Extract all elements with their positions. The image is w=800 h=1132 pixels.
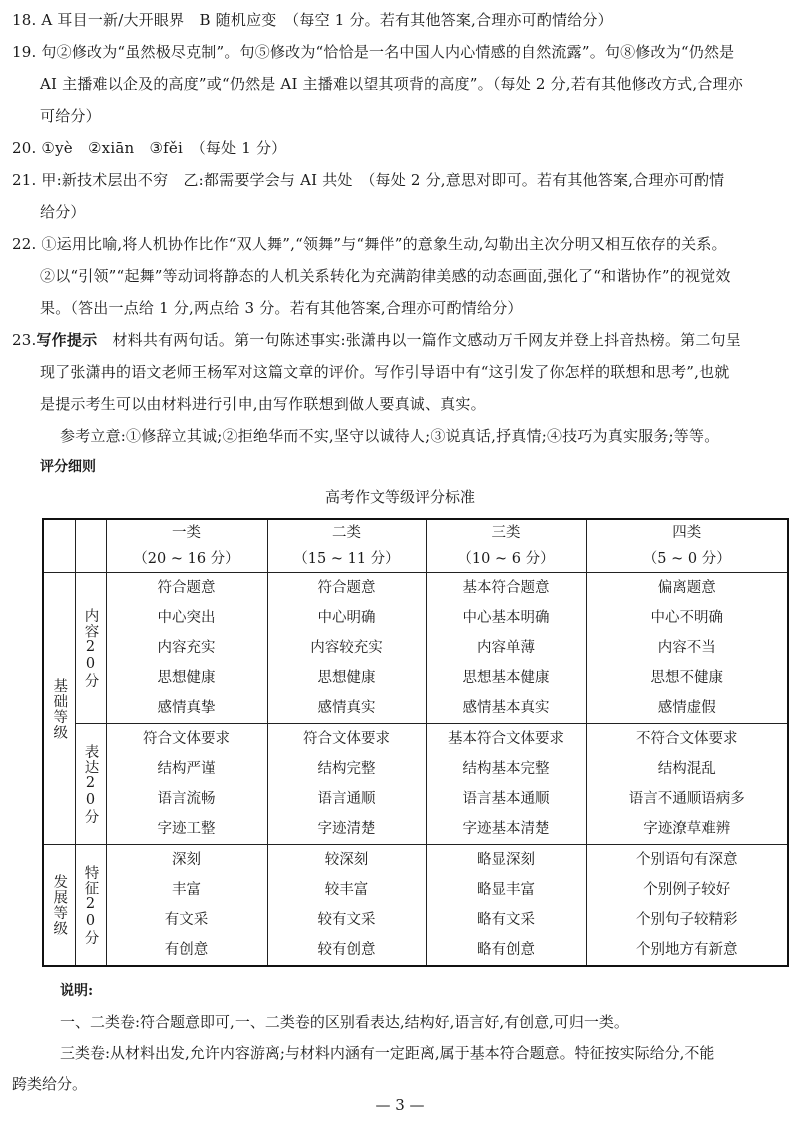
writing-tip-label: 写作提示 <box>36 331 98 349</box>
table-title: 高考作文等级评分标准 <box>324 488 475 506</box>
criterion: 略有创意 <box>477 942 535 958</box>
group-label-cell <box>43 845 75 967</box>
column-range: （5 ~ 0 分） <box>642 551 731 567</box>
criterion: 思想健康 <box>317 670 376 686</box>
column-range: （20 ~ 16 分） <box>133 551 240 567</box>
header-blank <box>43 519 75 573</box>
criterion: 有文采 <box>164 912 209 928</box>
answer-line: 21. 甲:新技术层出不穷 乙:都需要学会与 AI 共处 （每处 2 分,意思对即可。若有其他答案,合理亦可酌情 <box>12 171 725 189</box>
column-name: 一类 <box>172 525 201 541</box>
notes-heading: 说明: <box>60 983 94 999</box>
criterion: 中心突出 <box>157 610 216 626</box>
criterion: 语言不通顺语病多 <box>628 791 745 807</box>
criterion: 思想不健康 <box>650 670 723 686</box>
criterion: 符合文体要求 <box>303 731 390 747</box>
criterion: 字迹清楚 <box>317 821 376 837</box>
note-line: 三类卷:从材料出发,允许内容游离;与材料内涵有一定距离,属于基本符合题意。特征按实际给分,不能 <box>60 1044 715 1062</box>
column-header <box>586 519 788 573</box>
reference-ideas: 参考立意:①修辞立其诚;②拒绝华而不实,坚守以诚待人;③说真话,抒真情;④技巧为真实服务;等等。 <box>60 427 720 445</box>
answer-line: 现了张潇冉的语文老师王杨军对这篇文章的评价。写作引导语中有“这引发了你怎样的联想和思考”,也就 <box>40 363 730 381</box>
answers-section <box>12 4 788 452</box>
column-name: 三类 <box>491 525 521 541</box>
table-cell <box>267 573 426 724</box>
criterion: 中心明确 <box>317 610 376 626</box>
answer-line: 给分） <box>40 203 86 221</box>
criterion: 内容单薄 <box>477 640 535 656</box>
table-header-row <box>43 519 788 573</box>
table-row <box>43 724 788 845</box>
table-cell <box>267 845 426 967</box>
answer-item <box>12 228 788 324</box>
answer-item <box>12 4 788 36</box>
criterion: 语言通顺 <box>317 791 376 807</box>
column-header <box>267 519 426 573</box>
note-line: 跨类给分。 <box>12 1075 88 1093</box>
table-cell <box>106 845 267 967</box>
criterion: 深刻 <box>172 852 201 868</box>
note-line: 一、二类卷:符合题意即可,一、二类卷的区别看表达,结构好,语言好,有创意,可归一类。 <box>60 1013 629 1031</box>
criterion: 思想健康 <box>157 670 216 686</box>
answer-line: AI 主播难以企及的高度”或“仍然是 AI 主播难以望其项背的高度”。（每处 2 分,若有其他修改方式,合理亦 <box>40 75 743 93</box>
criterion: 字迹基本清楚 <box>462 821 550 837</box>
table-cell <box>426 724 586 845</box>
criterion: 个别句子较精彩 <box>636 912 738 928</box>
table-row <box>43 573 788 724</box>
criterion: 感情真挚 <box>157 700 216 716</box>
criterion: 基本符合题意 <box>462 580 550 596</box>
criterion: 思想基本健康 <box>462 670 550 686</box>
answer-line: 是提示考生可以由材料进行引申,由写作联想到做人要真诚、真实。 <box>40 395 486 413</box>
criterion: 丰富 <box>172 882 201 898</box>
criterion: 略显丰富 <box>477 882 535 898</box>
table-cell <box>426 845 586 967</box>
column-range: （10 ~ 6 分） <box>457 551 555 567</box>
criterion: 字迹潦草难辨 <box>643 821 731 837</box>
column-header <box>106 519 267 573</box>
question-number: 23. <box>12 331 37 349</box>
table-cell <box>106 573 267 724</box>
column-header <box>426 519 586 573</box>
criterion: 字迹工整 <box>157 821 216 837</box>
criterion: 结构完整 <box>317 761 376 777</box>
criterion: 个别例子较好 <box>643 882 731 898</box>
criterion: 符合题意 <box>157 580 216 596</box>
criterion: 较丰富 <box>324 882 369 898</box>
answer-line: 果。（答出一点给 1 分,两点给 3 分。若有其他答案,合理亦可酌情给分） <box>40 299 523 317</box>
table-cell <box>106 724 267 845</box>
criterion: 偏离题意 <box>657 580 716 596</box>
column-name: 二类 <box>332 525 361 541</box>
criterion: 内容较充实 <box>310 640 383 656</box>
criterion: 较深刻 <box>324 852 369 868</box>
criterion: 略显深刻 <box>477 852 535 868</box>
group-label: 发展等级 <box>51 874 68 936</box>
row-label-cell <box>75 724 106 845</box>
answer-line: 可给分） <box>40 107 101 125</box>
row-label: 内容20分 <box>82 607 99 689</box>
row-label: 特征20分 <box>82 864 99 946</box>
scoring-table <box>42 518 789 967</box>
criterion: 结构基本完整 <box>462 761 550 777</box>
criterion: 不符合文体要求 <box>636 731 738 747</box>
criterion: 基本符合文体要求 <box>448 731 564 747</box>
criterion: 结构严谨 <box>157 761 216 777</box>
row-label-cell <box>75 845 106 967</box>
column-name: 四类 <box>672 525 702 541</box>
table-cell <box>426 573 586 724</box>
column-range: （15 ~ 11 分） <box>293 551 400 567</box>
criterion: 略有文采 <box>477 912 535 928</box>
table-cell <box>586 573 788 724</box>
criterion: 感情虚假 <box>657 700 716 716</box>
answer-line: 22. ①运用比喻,将人机协作比作“双人舞”,“领舞”与“舞伴”的意象生动,勾勒出主次分明又相互依存的关系。 <box>12 235 727 253</box>
page-number: — 3 — <box>375 1096 425 1114</box>
notes-section <box>12 976 788 1100</box>
row-label-cell <box>75 573 106 724</box>
table-row <box>43 845 788 967</box>
section-title: 评分细则 <box>40 459 96 475</box>
group-label-cell <box>43 573 75 845</box>
answer-line: 18. A 耳目一新/大开眼界 B 随机应变 （每空 1 分。若有其他答案,合理亦可酌情给分） <box>12 11 613 29</box>
criterion: 符合题意 <box>317 580 376 596</box>
answer-item <box>12 36 788 132</box>
answer-line: 20. ①yè ②xiān ③fěi （每处 1 分） <box>12 139 287 157</box>
criterion: 较有文采 <box>317 912 376 928</box>
criterion: 结构混乱 <box>657 761 716 777</box>
answer-line: 19. 句②修改为“虽然极尽克制”。句⑤修改为“恰恰是一名中国人内心情感的自然流露”。句⑧修改为“仍然是 <box>12 43 735 61</box>
table-cell <box>267 724 426 845</box>
criterion: 中心不明确 <box>650 610 723 626</box>
answer-item <box>12 164 788 228</box>
answer-line: ②以“引领”“起舞”等动词将静态的人机关系转化为充满韵律美感的动态画面,强化了“和谐协作”的视觉效 <box>40 267 731 285</box>
criterion: 较有创意 <box>317 942 376 958</box>
table-cell <box>586 724 788 845</box>
answer-text: 材料共有两句话。第一句陈述事实:张潇冉以一篇作文感动万千网友并登上抖音热榜。第二句呈 <box>97 331 741 349</box>
criterion: 个别语句有深意 <box>636 852 738 868</box>
answer-item <box>12 132 788 164</box>
answer-item-23 <box>12 324 788 452</box>
group-label: 基础等级 <box>51 677 68 740</box>
criterion: 内容不当 <box>657 640 716 656</box>
criterion: 语言基本通顺 <box>462 791 550 807</box>
table-cell <box>586 845 788 967</box>
header-blank <box>75 519 106 573</box>
criterion: 中心基本明确 <box>462 610 550 626</box>
answer-line <box>12 324 788 356</box>
criterion: 感情真实 <box>317 700 376 716</box>
criterion: 内容充实 <box>157 640 216 656</box>
criterion: 有创意 <box>164 942 209 958</box>
criterion: 符合文体要求 <box>143 731 230 747</box>
row-label: 表达20分 <box>82 743 99 825</box>
criterion: 语言流畅 <box>157 791 216 807</box>
criterion: 个别地方有新意 <box>636 942 738 958</box>
criterion: 感情基本真实 <box>462 700 550 716</box>
